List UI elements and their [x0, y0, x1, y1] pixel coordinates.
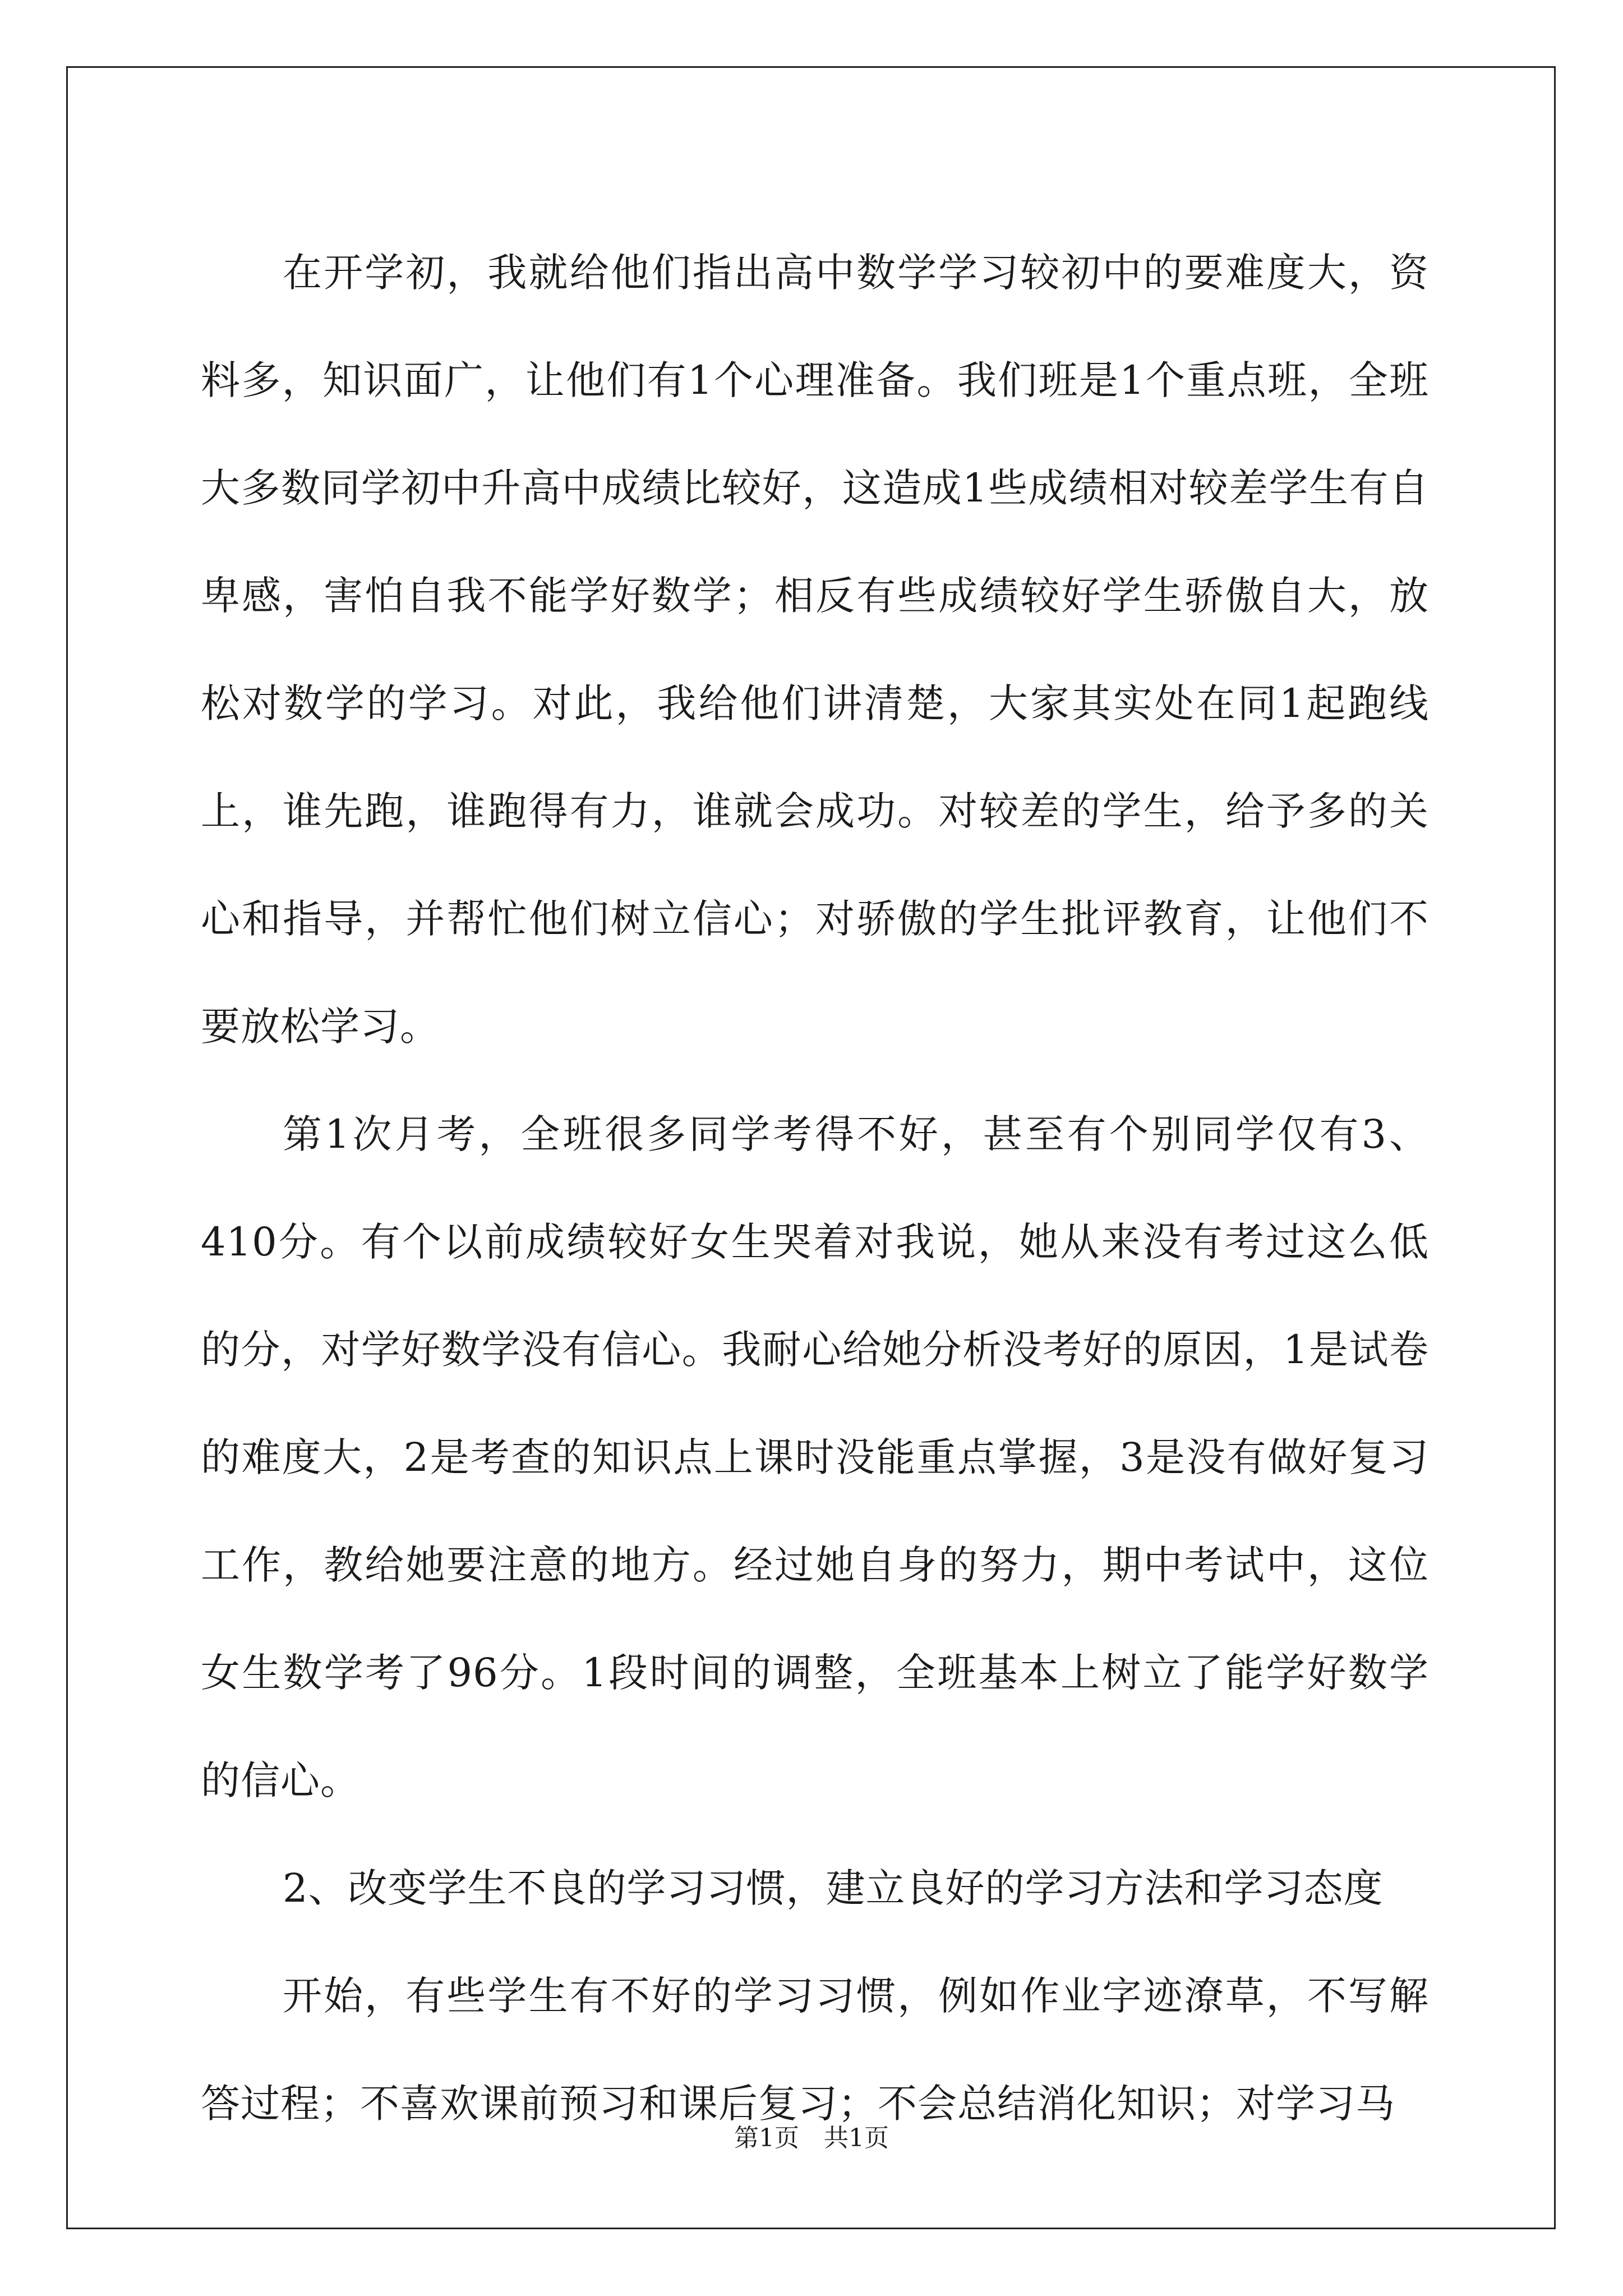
current-page-label: 第1页 [734, 2124, 799, 2152]
paragraph: 开始，有些学生有不好的学习习惯，例如作业字迹潦草，不写解答过程；不喜欢课前预习和课后复习；不会总结消化知识；对学习马 [201, 1973, 1429, 2127]
page-footer [0, 2122, 1623, 2155]
paragraph: 在开学初，我就给他们指出高中数学学习较初中的要难度大，资料多，知识面广，让他们有1个心理准备。我们班是1个重点班，全班大多数同学初中升高中成绩比较好，这造成1些成绩相对较差学生有自卑感，害怕自我不能学好数学；相反有些成绩较好学生骄傲自大，放松对数学的学习。对此，我给他们讲清楚，大家其实处在同1起跑线上，谁先跑，谁跑得有力，谁就会成功。对较差的学生，给予多的关心和指导，并帮忙他们树立信心；对骄傲的学生批评教育，让他们不要放松学习。 [201, 250, 1429, 1050]
total-pages-label: 共1页 [824, 2124, 889, 2152]
paragraph: 第1次月考，全班很多同学考得不好，甚至有个别同学仅有3、410分。有个以前成绩较好女生哭着对我说，她从来没有考过这么低的分，对学好数学没有信心。我耐心给她分析没考好的原因，1是试卷的难度大，2是考查的知识点上课时没能重点掌握，3是没有做好复习工作，教给她要注意的地方。经过她自身的努力，期中考试中，这位女生数学考了96分。1段时间的调整，全班基本上树立了能学好数学的信心。 [201, 1111, 1429, 1803]
document-body [201, 219, 1429, 2157]
paragraph: 2、改变学生不良的学习习惯，建立良好的学习方法和学习态度 [283, 1865, 1384, 1911]
